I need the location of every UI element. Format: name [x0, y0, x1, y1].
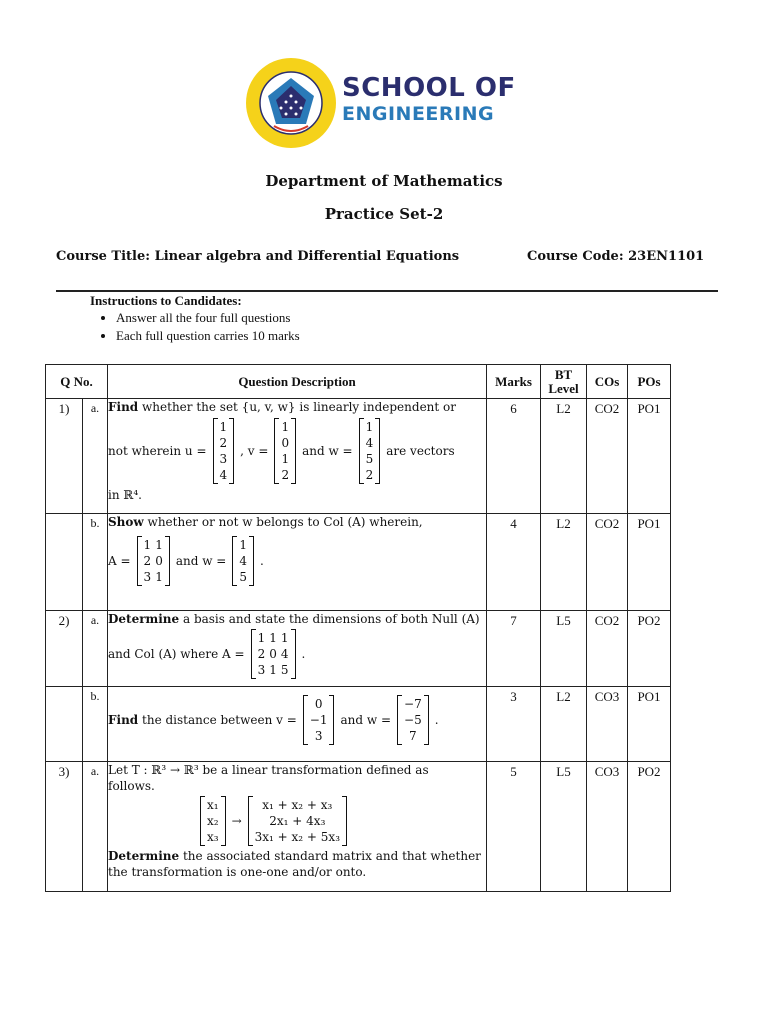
header-qno: Q No. — [46, 365, 108, 399]
desc-text: Let T : ℝ³ → ℝ³ be a linear transformation defined as — [108, 763, 429, 777]
marks-cell: 7 — [487, 611, 541, 687]
matrix-entry: 1 — [281, 420, 290, 434]
matrix-entry: 4 — [365, 436, 374, 450]
co-cell: CO3 — [587, 687, 628, 762]
course-code: Course Code: 23EN1101 — [527, 249, 705, 264]
matrix-entry: 1 — [257, 631, 266, 645]
transformation-image — [248, 796, 347, 846]
table-row — [46, 611, 671, 687]
vector-x — [200, 796, 226, 846]
header-cos: COs — [587, 365, 628, 399]
matrix-entry: 5 — [239, 570, 247, 584]
question-description — [108, 687, 487, 762]
instruction-item: • Answer all the four full questions — [116, 309, 300, 327]
po-cell: PO1 — [628, 514, 671, 611]
bt-level-cell: L5 — [541, 762, 587, 892]
department-title: Department of Mathematics — [265, 172, 503, 190]
desc-text: . — [260, 554, 264, 568]
practice-set-title: Practice Set-2 — [324, 205, 444, 223]
co-cell: CO2 — [587, 611, 628, 687]
matrix-entry: 3 — [314, 729, 323, 743]
matrix-entry: 4 — [280, 647, 289, 661]
co-cell: CO3 — [587, 762, 628, 892]
matrix-entry: 1 — [143, 538, 152, 552]
matrix-entry: 1 — [365, 420, 374, 434]
desc-text: the associated standard matrix and that whether — [179, 849, 481, 863]
keyword: Show — [108, 515, 144, 529]
desc-text: and w = — [175, 554, 227, 568]
bt-level-cell: L2 — [541, 399, 587, 514]
desc-text: whether or not w belongs to Col (A) wherein, — [143, 515, 423, 529]
matrix-entry: x₂ — [207, 814, 219, 828]
po-cell: PO1 — [628, 687, 671, 762]
desc-text: and w = — [340, 713, 392, 727]
desc-text: the distance between v = — [138, 713, 297, 727]
desc-text: . — [301, 647, 306, 661]
question-number: 3) — [46, 762, 83, 892]
matrix-entry: 0 — [155, 554, 163, 568]
school-logo — [244, 56, 529, 150]
table-row — [46, 399, 671, 514]
instructions — [90, 293, 300, 345]
matrix-entry: x₃ — [207, 830, 219, 844]
vector-w — [232, 536, 254, 586]
desc-text: follows. — [108, 779, 155, 793]
header-pos: POs — [628, 365, 671, 399]
sub-question: a. — [83, 399, 108, 514]
matrix-entry: 1 — [269, 631, 277, 645]
sub-question: b. — [83, 687, 108, 762]
question-description — [108, 762, 487, 892]
desc-text: whether the set {u, v, w} is linearly independent or — [138, 400, 456, 414]
desc-text: , v = — [240, 444, 269, 458]
matrix-entry: 2 — [219, 436, 228, 450]
matrix-entry: −5 — [404, 713, 422, 727]
instructions-heading: Instructions to Candidates: — [90, 293, 242, 308]
matrix-entry: 4 — [219, 468, 228, 482]
co-cell: CO2 — [587, 514, 628, 611]
desc-text: are vectors — [386, 444, 455, 458]
desc-text: . — [434, 713, 439, 727]
keyword: Find — [108, 400, 139, 414]
table-row — [46, 762, 671, 892]
question-number: 2) — [46, 611, 83, 687]
marks-cell: 4 — [487, 514, 541, 611]
matrix-entry: 1 — [281, 452, 290, 466]
bt-level-cell: L2 — [541, 687, 587, 762]
vector-v — [303, 695, 335, 745]
keyword: Determine — [108, 849, 180, 863]
po-cell: PO1 — [628, 399, 671, 514]
desc-text: the transformation is one-one and/or onto. — [108, 865, 367, 879]
matrix-entry: 1 — [239, 538, 247, 552]
matrix-entry: 0 — [281, 436, 290, 450]
matrix-entry: 3 — [143, 570, 152, 584]
matrix-entry: −7 — [404, 697, 422, 711]
matrix-entry: 2 — [281, 468, 290, 482]
marks-cell: 3 — [487, 687, 541, 762]
matrix-entry: x₁ + x₂ + x₃ — [262, 798, 333, 812]
desc-text: A = — [108, 554, 131, 568]
matrix-entry: 7 — [409, 729, 417, 743]
vector-w — [359, 418, 381, 484]
sub-question: a. — [83, 611, 108, 687]
instructions-list — [90, 309, 300, 345]
sub-question: a. — [83, 762, 108, 892]
logo-line-2: ENGINEERING — [342, 103, 495, 125]
desc-text: not wherein u = — [108, 444, 207, 458]
arrow-icon: → — [231, 814, 242, 828]
matrix-entry: 2 — [143, 554, 152, 568]
matrix-entry: 1 — [155, 538, 163, 552]
matrix-entry: 3 — [257, 663, 266, 677]
header-description: Question Description — [108, 365, 487, 399]
matrix-entry: 4 — [239, 554, 247, 568]
matrix-entry: 1 — [155, 570, 163, 584]
header-bt-level: BT Level — [541, 365, 587, 399]
vector-v — [274, 418, 296, 484]
marks-cell: 5 — [487, 762, 541, 892]
matrix-a — [137, 536, 170, 586]
questions-table — [45, 364, 671, 892]
matrix-entry: 2 — [257, 647, 266, 661]
desc-text: and w = — [302, 444, 353, 458]
keyword: Determine — [108, 612, 180, 626]
matrix-entry: 0 — [314, 697, 323, 711]
question-description — [108, 611, 487, 687]
matrix-entry: 3 — [219, 452, 228, 466]
po-cell: PO2 — [628, 762, 671, 892]
table-header-row — [46, 365, 671, 399]
matrix-entry: 1 — [219, 420, 228, 434]
matrix-entry: 2 — [365, 468, 374, 482]
question-number — [46, 514, 83, 611]
matrix-entry: −1 — [309, 713, 328, 727]
header-marks: Marks — [487, 365, 541, 399]
logo-line-1: SCHOOL OF — [342, 73, 516, 103]
matrix-entry: 0 — [269, 647, 277, 661]
table-row — [46, 687, 671, 762]
bt-level-cell: L5 — [541, 611, 587, 687]
vector-w — [397, 695, 429, 745]
co-cell: CO2 — [587, 399, 628, 514]
matrix-entry: 5 — [365, 452, 374, 466]
question-description — [108, 399, 487, 514]
instruction-item: • Each full question carries 10 marks — [116, 327, 300, 345]
logo-wordmark — [342, 74, 516, 126]
matrix-entry: 1 — [280, 631, 289, 645]
university-seal-icon — [244, 56, 338, 150]
vector-u — [213, 418, 235, 484]
desc-text: and Col (A) where A = — [108, 647, 245, 661]
question-description — [108, 514, 487, 611]
question-number — [46, 687, 83, 762]
matrix-entry: 1 — [269, 663, 277, 677]
matrix-entry: x₁ — [207, 798, 219, 812]
sub-question: b. — [83, 514, 108, 611]
bt-level-cell: L2 — [541, 514, 587, 611]
matrix-a — [251, 629, 296, 679]
table-row — [46, 514, 671, 611]
po-cell: PO2 — [628, 611, 671, 687]
marks-cell: 6 — [487, 399, 541, 514]
matrix-entry: 3x₁ + x₂ + 5x₃ — [254, 830, 341, 844]
matrix-entry: 2x₁ + 4x₃ — [269, 814, 326, 828]
desc-text: in ℝ⁴. — [108, 488, 142, 502]
desc-text: a basis and state the dimensions of both Null (A) — [179, 612, 480, 626]
keyword: Find — [108, 713, 139, 727]
course-title: Course Title: Linear algebra and Differential Equations — [56, 249, 460, 264]
question-number: 1) — [46, 399, 83, 514]
matrix-entry: 5 — [280, 663, 289, 677]
header-divider — [56, 290, 718, 292]
